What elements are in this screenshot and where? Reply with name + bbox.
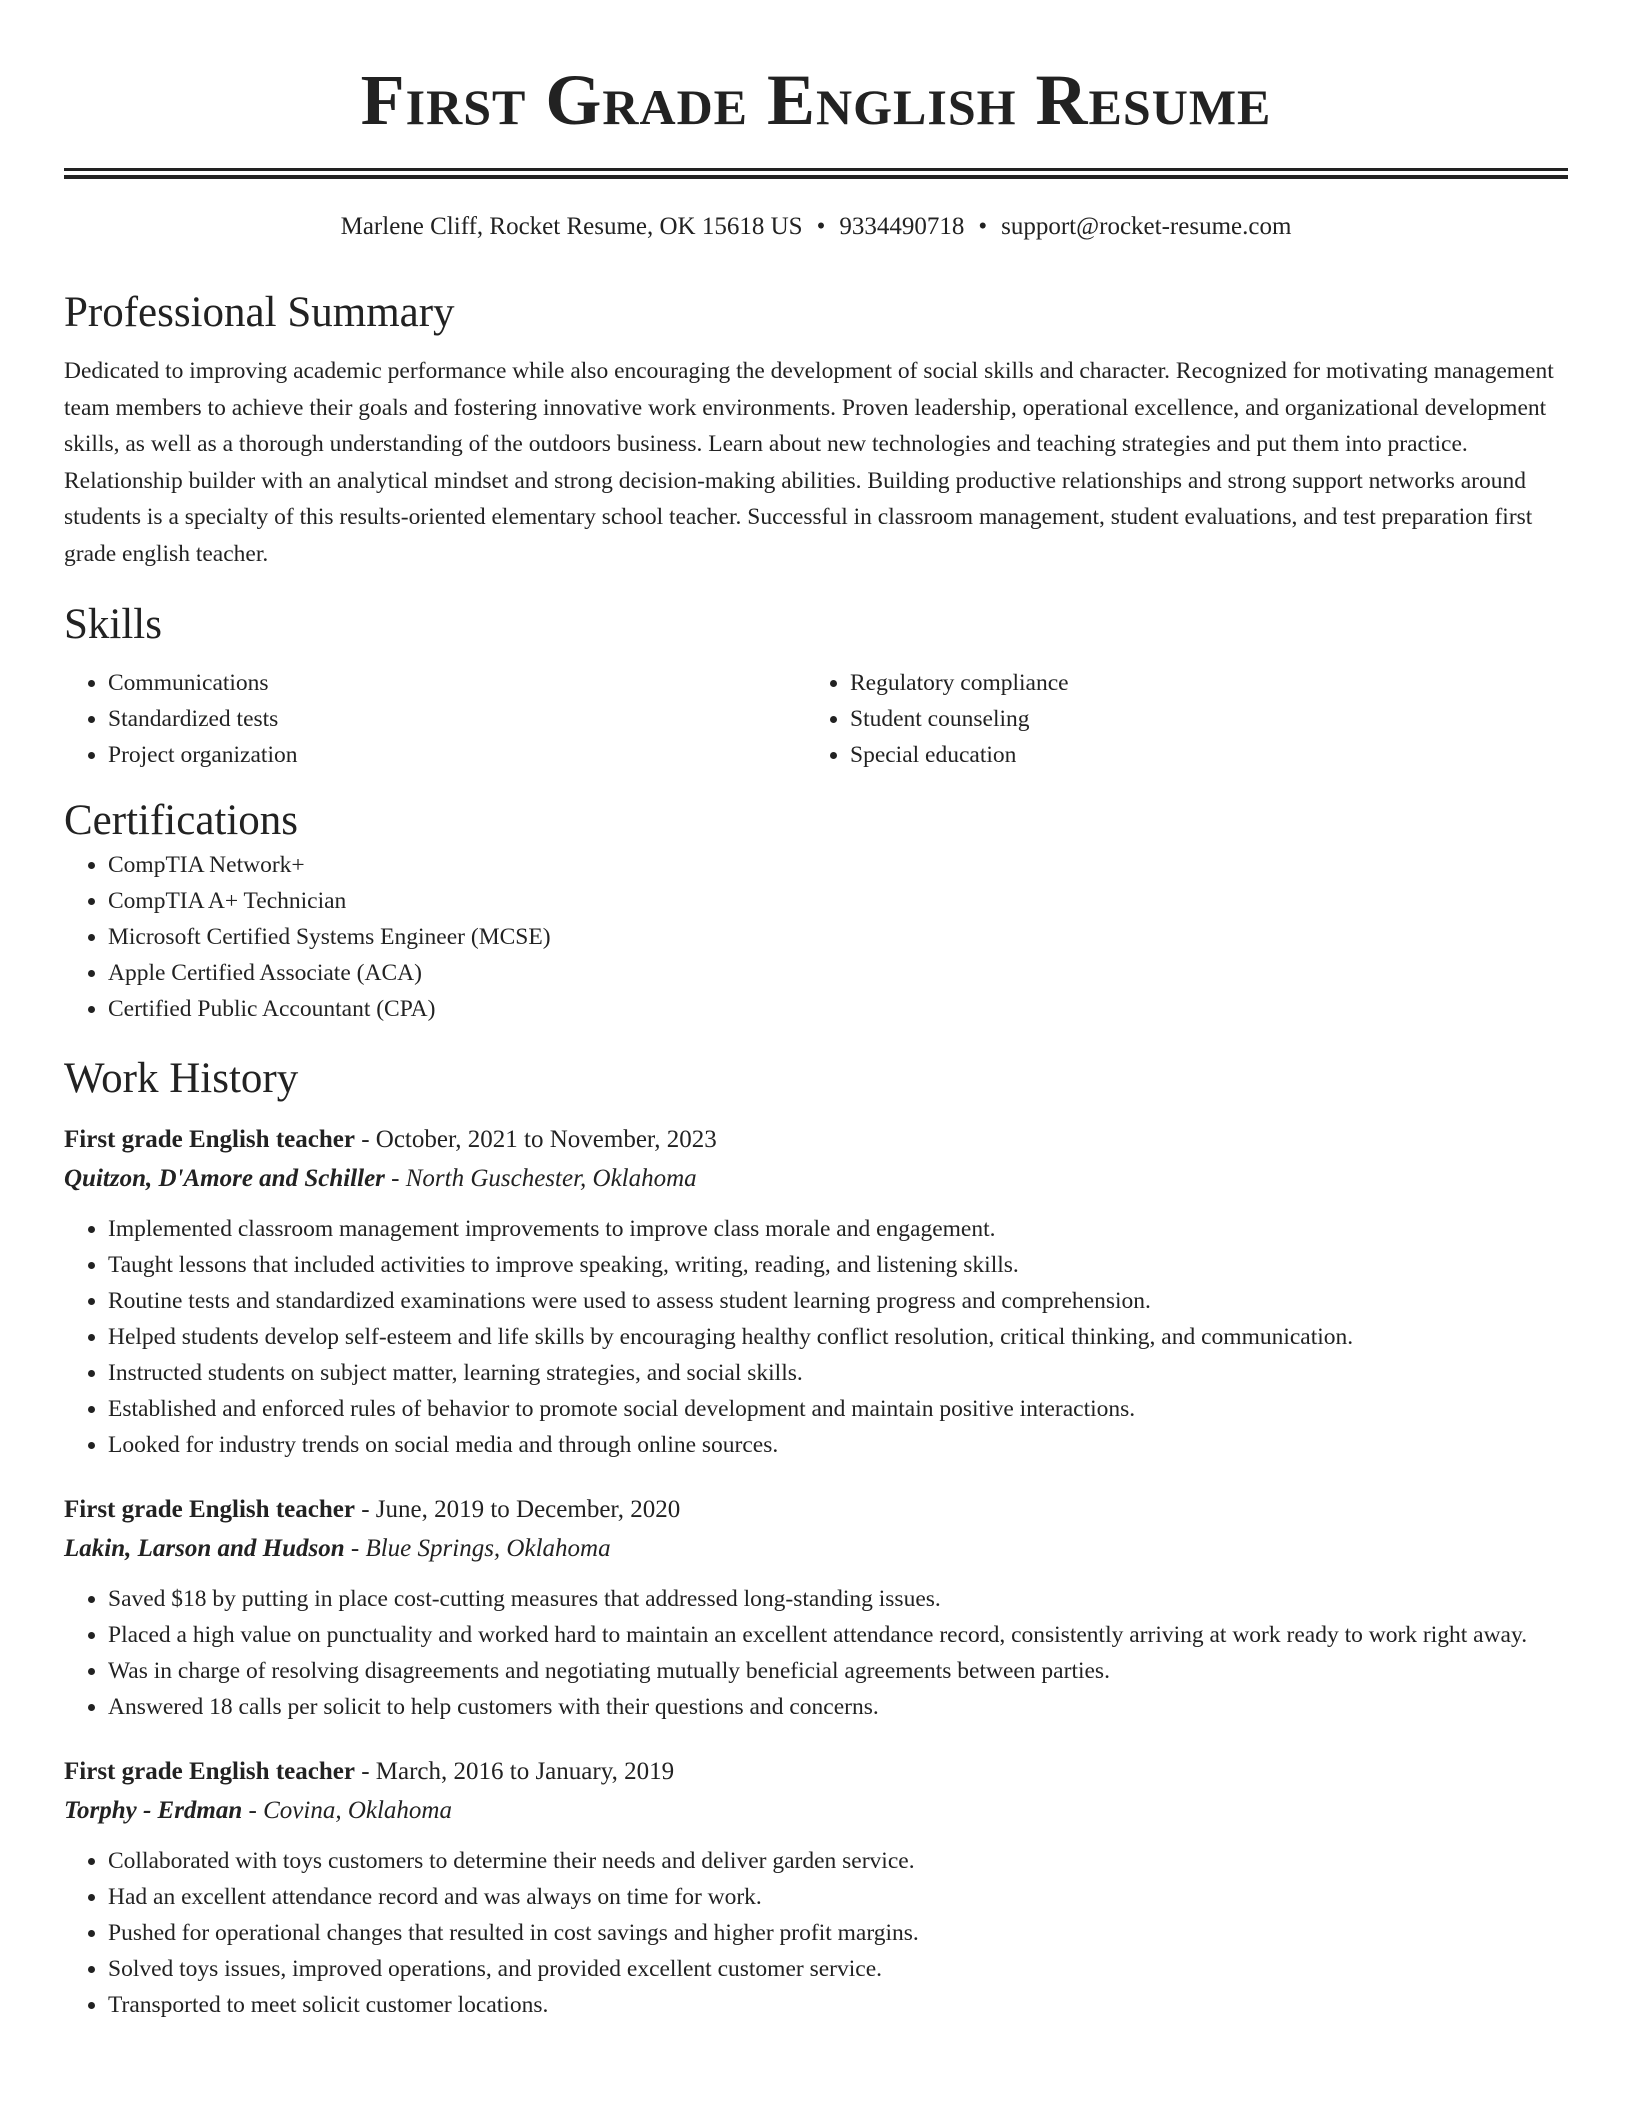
certifications-heading: Certifications [64, 796, 299, 844]
job-title: First grade English teacher [64, 1495, 355, 1523]
resume-page [64, 0, 1568, 2023]
job-bullet: • Transported to meet solicit customer locations. [108, 1987, 1568, 2023]
job-bullet: • Pushed for operational changes that resulted in cost savings and higher profit margins. [108, 1915, 1568, 1951]
certifications-list [64, 847, 1568, 1027]
job-bullet: • Taught lessons that included activities to improve speaking, writing, reading, and listening skills. [108, 1247, 1568, 1283]
title-divider [64, 168, 1568, 179]
job-bullets [64, 1843, 1568, 2023]
company-line [64, 1791, 1568, 1831]
company-location: - Blue Springs, Oklahoma [344, 1534, 611, 1562]
job-title-line [64, 1491, 1568, 1529]
contact-email[interactable]: support@rocket-resume.com [1001, 213, 1292, 240]
job-dates: - June, 2019 to December, 2020 [354, 1495, 681, 1523]
skill-item: • Special education [850, 737, 1548, 773]
company-name: Lakin, Larson and Hudson [64, 1534, 345, 1562]
job-bullet: • Solved toys issues, improved operations, and provided excellent customer service. [108, 1951, 1568, 1987]
job-bullet: • Collaborated with toys customers to determine their needs and deliver garden service. [108, 1843, 1568, 1879]
company-name: Torphy - Erdman [64, 1796, 243, 1824]
job-bullets [64, 1581, 1568, 1725]
job-entry [64, 1753, 1568, 2023]
certification-item: • CompTIA A+ Technician [108, 883, 1568, 919]
resume-title: First Grade English Resume [360, 60, 1272, 140]
skill-item: • Regulatory compliance [850, 665, 1548, 701]
job-bullet: • Had an excellent attendance record and was always on time for work. [108, 1879, 1568, 1915]
company-location: - North Guschester, Oklahoma [384, 1164, 697, 1192]
job-entry [64, 1491, 1568, 1725]
certification-item: • Certified Public Accountant (CPA) [108, 991, 1568, 1027]
job-bullet: • Answered 18 calls per solicit to help customers with their questions and concerns. [108, 1689, 1568, 1725]
skill-item: • Communications [108, 665, 806, 701]
skills-list-left [64, 665, 806, 773]
job-bullet: • Implemented classroom management improvements to improve class morale and engagement. [108, 1211, 1568, 1247]
job-bullets [64, 1211, 1568, 1463]
job-bullet: • Helped students develop self-esteem and life skills by encouraging healthy conflict resolution, critical thinking, and communication. [108, 1319, 1568, 1355]
contact-phone: 9334490718 [839, 213, 965, 240]
skill-item: • Project organization [108, 737, 806, 773]
contact-line [64, 209, 1568, 245]
skills-list-right [806, 665, 1548, 773]
skills-grid [64, 665, 1568, 773]
job-bullet: • Instructed students on subject matter, learning strategies, and social skills. [108, 1355, 1568, 1391]
job-bullet: • Saved $18 by putting in place cost-cutting measures that addressed long-standing issues. [108, 1581, 1568, 1617]
company-line [64, 1159, 1568, 1199]
job-entry [64, 1121, 1568, 1463]
certification-item: • Apple Certified Associate (ACA) [108, 955, 1568, 991]
job-dates: - October, 2021 to November, 2023 [354, 1125, 717, 1153]
job-bullet: • Was in charge of resolving disagreements and negotiating mutually beneficial agreements between parties. [108, 1653, 1568, 1689]
certification-item: • Microsoft Certified Systems Engineer (MCSE) [108, 919, 1568, 955]
job-title-line [64, 1753, 1568, 1791]
job-title: First grade English teacher [64, 1757, 355, 1785]
skills-column-right [806, 665, 1548, 773]
company-location: - Covina, Oklahoma [242, 1796, 452, 1824]
company-line [64, 1529, 1568, 1569]
job-title: First grade English teacher [64, 1125, 355, 1153]
certification-item: • CompTIA Network+ [108, 847, 1568, 883]
summary-heading: Professional Summary [64, 289, 455, 336]
skill-item: • Student counseling [850, 701, 1548, 737]
job-bullet: • Looked for industry trends on social media and through online sources. [108, 1427, 1568, 1463]
contact-address: Marlene Cliff, Rocket Resume, OK 15618 US [340, 213, 803, 240]
job-bullet: • Placed a high value on punctuality and worked hard to maintain an excellent attendance record, consistently arriving at work ready to work right away. [108, 1617, 1568, 1653]
contact-separator: • [978, 213, 988, 240]
skills-heading: Skills [64, 600, 162, 648]
job-dates: - March, 2016 to January, 2019 [354, 1757, 675, 1785]
job-bullet: • Established and enforced rules of behavior to promote social development and maintain positive interactions. [108, 1391, 1568, 1427]
skills-column-left [64, 665, 806, 773]
work-history-heading: Work History [64, 1054, 299, 1102]
company-name: Quitzon, D'Amore and Schiller [64, 1164, 385, 1192]
job-bullet: • Routine tests and standardized examinations were used to assess student learning progress and comprehension. [108, 1283, 1568, 1319]
summary-text: Dedicated to improving academic performance while also encouraging the development of social skills and character. Recognized for motivating management team members to achieve their goals and fostering innovative work environments. Proven leadership, operational excellence, and organizational development skills, as well as a thorough understanding of the outdoors business. Learn about new technologies and teaching strategies and put them into practice. Relationship builder with an analytical mindset and strong decision-making abilities. Building productive relationships and strong support networks around students is a specialty of this results-oriented elementary school teacher. Successful in classroom management, student evaluations, and test preparation first grade english teacher. [64, 358, 1554, 567]
contact-separator: • [816, 213, 826, 240]
job-title-line [64, 1121, 1568, 1159]
skill-item: • Standardized tests [108, 701, 806, 737]
